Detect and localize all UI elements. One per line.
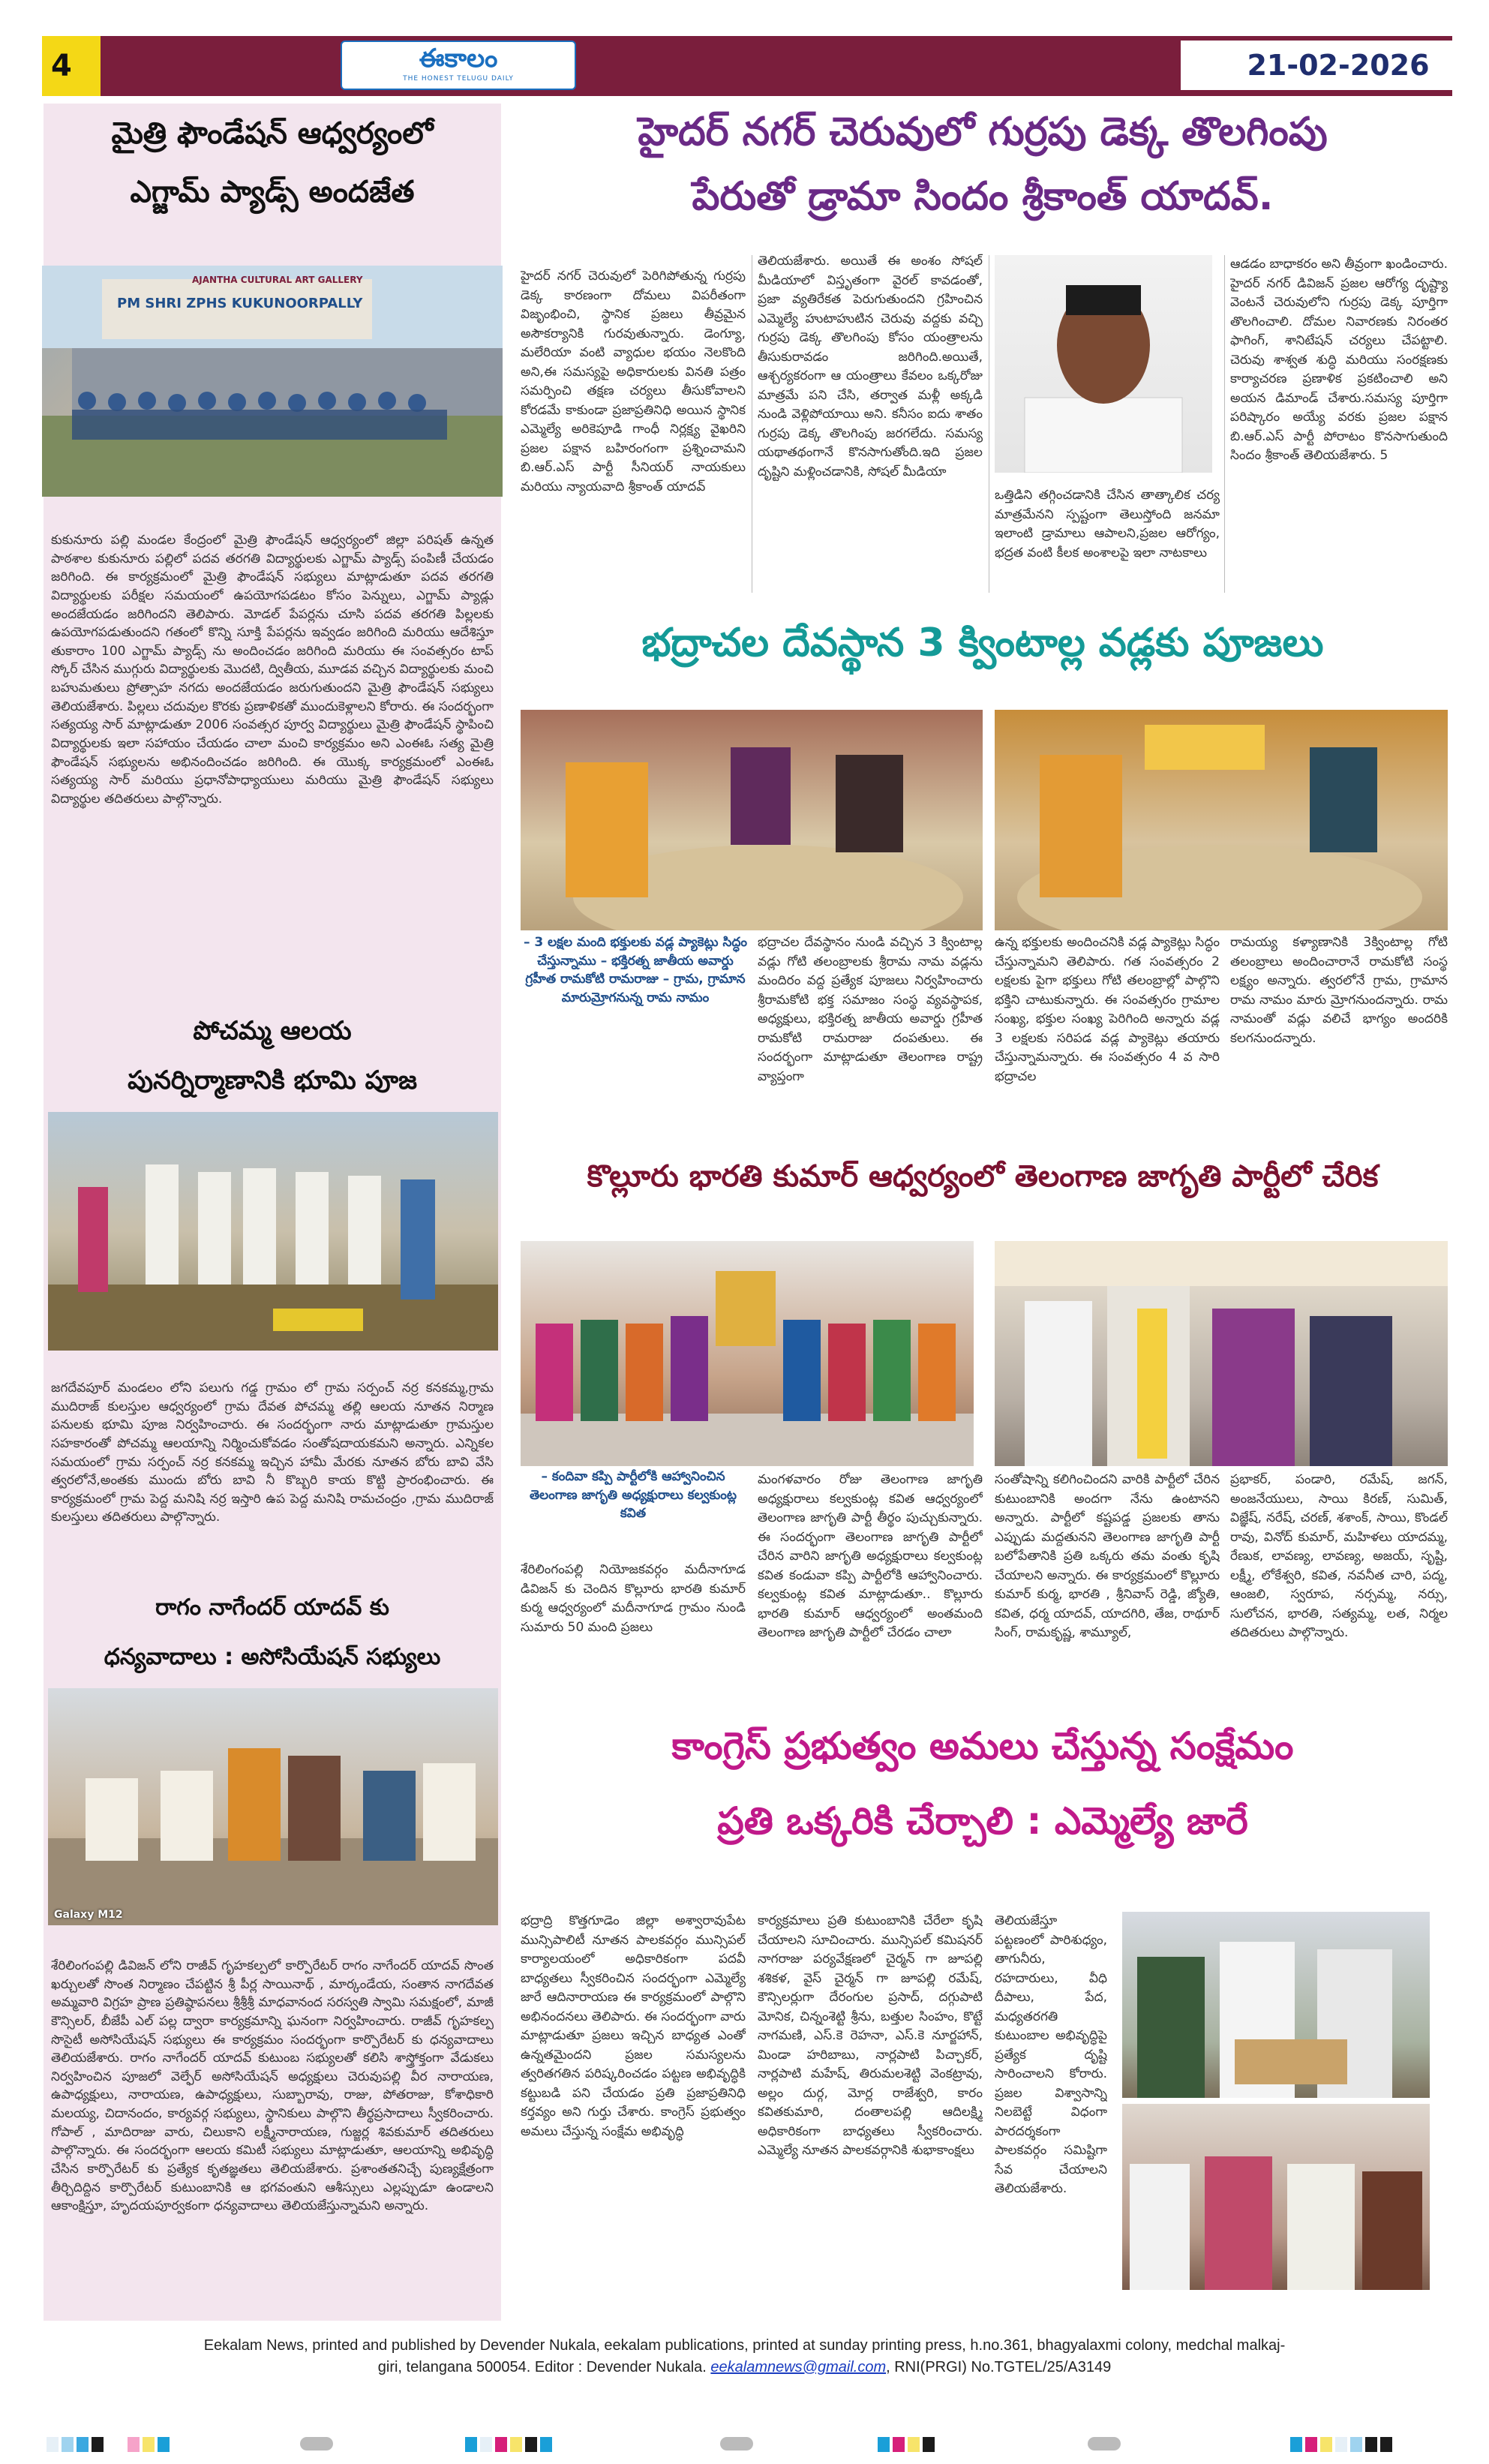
paddy-puja-photo-left (521, 710, 983, 930)
column-divider (1224, 255, 1225, 593)
print-registration-strip-mid1 (128, 2437, 170, 2452)
school-group-photo (42, 266, 503, 497)
story3-caption: – కందివా కప్పి పార్టీలోకి ఆహ్వానించిన తెలంగాణ జాగృతి అధ్యక్షురాలు కల్వకుంట్ల కవిత (529, 1469, 737, 1522)
article3-headline-line1: రాగం నాగేందర్ యాదవ్ కు (155, 1594, 389, 1621)
imprint-footer (53, 2335, 1436, 2378)
puja-photo-illustration (48, 1112, 498, 1351)
masthead (42, 36, 1452, 96)
mla-photo-bottom (1122, 2104, 1430, 2290)
issue-date: 21-02-2026 (1181, 41, 1489, 90)
story2-caption: – 3 లక్షల మంది భక్తులకు వడ్ల ప్యాకెట్లు సిద్ధం చేస్తున్నాము – భక్తిరత్న జాతీయ అవార్డు గ్రహీత రామకోటి రామరాజు – గ్రామ, గ్రామాన మారుమ్రోగనున్న రామ నామం (523, 935, 748, 1005)
story1-col4: ఆడడం బాధాకరం అని తీవ్రంగా ఖండించారు. హైదర్ నగర్ డివిజన్ ప్రజల ఆరోగ్య దృష్ట్యా వెంటనే చెరువులోని గుర్రపు డెక్క పూర్తిగా తొలగించాలి. దోమల నివారణకు నిరంతర ఫాగింగ్, శానిటేషన్ చర్యలు చేపట్టాలి. చెరువు శాశ్వత శుద్ధి మరియు సంరక్షణకు కార్యాచరణ ప్రణాళిక ప్రకటించాలి అని అయన డిమాండ్ చేశారు.సమస్య పూర్తిగా పరిష్కారం అయ్యే వరకు ప్రజల పక్షాన బి.ఆర్.ఎస్ పార్టీ పోరాటం కొనసాగుతుంది సిందం శ్రీకాంత్ తెలియజేశారు. 5 (1230, 257, 1448, 463)
article1-body: కుకునూరు పల్లి మండల కేంద్రంలో మైత్రి ఫౌండేషన్ ఆధ్వర్యంలో జిల్లా పరిషత్ ఉన్నత పాఠశాల కుకునూరు పల్లిలో పదవ తరగతి విద్యార్థులకు ఎగ్జామ్ ప్యాడ్స్ పంపిణీ చేయడం జరిగింది. ఈ కార్యక్రమంలో మైత్రి ఫౌండేషన్ సభ్యులు మాట్లాడుతూ పదవ తరగతి విద్యార్థులకు పరీక్షల సమయంలో ఉపయోగపడటం కోసం పెన్నులు, ఎగ్జామ్ ప్యాడ్లు అందజేయడం జరిగిందని తెలిపారు. మోడల్ పేపర్లను చూసి పదవ తరగతి పిల్లలకు ఉపయోగపడుతుందని గతంలో కొన్ని సూక్తి పేపర్లను ఇవ్వడం జరిగింది మరియు ఆదేశిస్తూ తుకారాం 100 ఎగ్జామ్ ప్యాడ్స్ ను అందించడం జరిగింది మరియు ఈ సంవత్సరం టాప్ స్కోర్ చేసిన ముగ్గురు విద్యార్థులకు మొదటి, ద్వితీయ, మూడవ వచ్చిన విద్యార్థులకు మంచి బహుమతులు ప్రోత్సాహ నగదు అందజేయడం జరుగుతుందని మైత్రి ఫౌండేషన్ సభ్యులు తెలియజేశారు. పిల్లలు చదువుల కొరకు ప్రణాళికతో ముందుకెళ్లాలని కోరారు. ఈ సందర్భంగా సత్యయ్య సార్ మాట్లాడుతూ 2006 సంవత్సర పూర్వ విద్యార్థులు మైత్రి ఫౌండేషన్ స్థాపించి విద్యార్థులకు ఇలా సహాయం చేయడం చాలా మంచి కార్యక్రమం అని ఎంఈఓ సత్య మైత్రి ఫౌండేషన్ సభ్యులను అభినందించడం జరిగింది. ఈ యొక్క కార్యక్రమంలో ఎంఈఓ సత్యయ్య సార్ మరియు ప్రధానోపాధ్యాయులు మరియు మైత్రి ఫౌండేషన్ సభ్యులు విద్యార్థుల తదితరులు పాల్గొన్నారు. (51, 533, 494, 807)
left-column (44, 104, 501, 2321)
event-photo-illustration (48, 1688, 498, 1925)
imprint-line2 (53, 2357, 1436, 2378)
newspaper-logo (341, 41, 576, 90)
article3-body: శేరిలింగంపల్లి డివిజన్ లోని రాజీవ్ గృహకల్పలో కార్పొరేటర్ రాగం నాగేందర్ యాదవ్ సొంత ఖర్చులతో సొంత నిర్మాణం చేపట్టిన శ్రీ పీర్ల సాయినాథ్ , మార్కండేయ, సంతాన నాగదేవత అమ్మవారి విగ్రహ ప్రాణ ప్రతిష్ఠాపనలు శ్రీశ్రీశ్రీ మాధవానంద సరస్వతి స్వామి సమక్షంలో, మాజీ కౌన్సిలర్, బీజేపీ ఎల్ పల్ల ద్వారా కార్యక్రమాన్ని ఘనంగా నిర్వహించారు. రాజీవ్ గృహకల్ప సొసైటీ అసోసియేషన్ సభ్యులు ఈ కార్యక్రమం సందర్భంగా కార్పొరేటర్ కు ధన్యవాదాలు తెలియజేశారు. రాగం నాగేందర్ యాదవ్ కుటుంబ సభ్యులతో కలిసి శాస్త్రోక్తంగా వేడుకలు నిర్వహించిన పూజలో వెల్ఫేర్ అసోసియేషన్ అధ్యక్షులు చెరువుపల్లి వీర నారాయణ, ఉపాధ్యక్షులు, నారాయణ, ఉపాధ్యక్షులు, సుబ్బారావు, రాజు, పోతరాజు, కోశాధికారి మలయ్య, చిదానందం, కార్యవర్గ సభ్యులు, స్థానికులు పాల్గొని తీర్థప్రసాదాలు స్వీకరించారు. గోపాల్ , మాదిరాజు వారు, చిలుకాని లక్ష్మీనారాయణ, గుజ్జర్ల శివకుమార్ తదితరులు పాల్గొన్నారు. ఈ సందర్భంగా ఆలయ కమిటీ సభ్యులు మాట్లాడుతూ, ఆలయాన్ని అభివృద్ధి చేసిన కార్పొరేటర్ కు ప్రత్యేక కృతజ్ఞతలు తెలియజేశారు. ప్రశాంతతనిచ్చే పుణ్యక్షేత్రంగా తీర్చిదిద్దిన కార్పొరేటర్ కుటుంబానికి ఆ భగవంతుని ఆశీస్సులు ఎల్లప్పుడూ ఉండాలని ఆకాంక్షిస్తూ, హృదయపూర్వకంగా ధన్యవాదాలు తెలియజేస్తున్నామని అన్నారు. (51, 1958, 494, 2214)
story4-headline-line2: ప్రతి ఒక్కరికి చేర్చాలి : ఎమ్మెల్యే జారే (717, 1799, 1248, 1843)
paddy-photo-right-illustration (995, 710, 1448, 930)
page-number: 4 (42, 36, 101, 96)
mla-photo-bottom-illustration (1122, 2104, 1430, 2290)
editor-email-link[interactable]: eekalamnews@gmail.com (710, 2359, 887, 2375)
story3-col4: ప్రభాకర్, పండారి, రమేష్, జగన్, అంజనేయులు, సాయి కిరణ్, సుమిత్, విజ్ఞేష్, నరేష్, చరణ్, శశాంక్, సాయి, కొండల్ రావు, వినోద్ కుమార్, మహిళలు యాదమ్మ, రేణుక, లావణ్య, లావణ్య, అజయ్, సృష్టి, లక్ష్మీ, లోకేశ్వరి, కవిత, నవనీత చారి, పద్మ, ఆంజలి, స్వరూప, నర్సమ్మ, నర్సు, సులోచన, భారతి, సత్యమ్మ, లత, నిర్మల తదితరులు పాల్గొన్నారు. (1230, 1472, 1448, 1640)
story2-col2: భద్రాచల దేవస్థానం నుండి వచ్చిన 3 క్వింటాల్ల వడ్లు గోటి తలంబ్రాలకు శ్రీరామ నామ వడ్లను మందిరం వద్ద ప్రత్యేక పూజలు నిర్వహించారు శ్రీరామకోటి భక్త సమాజం సంస్థ వ్యవస్థాపక, అధ్యక్షులు, భక్తిరత్న జాతీయ అవార్డు గ్రహీత రామకోటి రామరాజు దంపతులు. ఈ సందర్భంగా మాట్లాడుతూ తెలంగాణ రాష్ట్ర వ్యాప్తంగా (758, 935, 983, 1084)
article1-headline-line2: ఎగ్జామ్ ప్యాడ్స్ అందజేత (130, 175, 415, 209)
masthead-band (101, 36, 1452, 96)
article1-headline-line1: మైత్రి ఫౌండేషన్ ఆధ్వర్యంలో (111, 116, 434, 151)
story2-col4: రామయ్య కళ్యాణానికి 3క్వింటాల్ల గోటి తలంబ్రాలు అందించారానే రామకోటి సంస్థ లక్ష్యం అన్నారు. త్వరలోనే గ్రామ, గ్రామాన రామ నామం మారు మ్రోగనుందన్నారు. రామ నామంతో వడ్లు వలిచే భాగ్యం అందరికి కలగనుందన్నారు. (1230, 935, 1448, 1046)
story2-headline: భద్రాచల దేవస్థాన 3 క్వింటాల్ల వడ్లకు పూజలు (641, 621, 1324, 666)
story1-headline-line1: హైదర్ నగర్ చెరువులో గుర్రపు డెక్క తొలగింపు (638, 110, 1328, 155)
srikanth-portrait (995, 255, 1212, 473)
print-registration-strip-left (47, 2437, 104, 2452)
article2-body: జగదేవపూర్ మండలం లోని పలుగు గడ్డ గ్రామం లో గ్రామ సర్పంచ్ నర్ర కనకమ్మ,గ్రామ ముదిరాజ్ కులస్తుల ఆధ్వర్యంలో గ్రామ దేవత పోచమ్మ తల్లి ఆలయ నూతన నిర్మాణ పనులకు భూమి పూజ నిర్వహించారు. ఈ సందర్భంగా నారు మాట్లాడుతూ గ్రామస్తుల సహకారంతో పోచమ్మ ఆలయాన్ని నిర్మించుకోవడం సంతోషదాయకమని అన్నారు. ఎన్నికల సమయంలో గ్రామ సర్పంచ్ నర్ర కనకమ్మ ఇచ్చిన హామీ మేరకు నూతన బోరు బావి వేసి త్వరలోనే,అంతకు ముందు బోరు బావి నీ కొబ్బరి కాయ కొట్టి ప్రారంభించారు. ఈ కార్యక్రమంలో గ్రామ పెద్ద మనిషి నర్ర ఇస్తారి ఉప పెద్ద మనిషి రామచంద్రం ,గ్రామ ముదిరాజ్ కులస్తులు తదితరులు పాల్గొన్నారు. (51, 1381, 494, 1525)
story4-col1: భద్రాద్రి కొత్తగూడెం జిల్లా అశ్వారావుపేట మున్సిపాలిటీ నూతన పాలకవర్గం మున్సిపల్ కార్యాలయంలో అధికారికంగా పదవీ బాధ్యతలు స్వీకరించిన సందర్భంగా ఎమ్మెల్యే జారే ఆదినారాయణ ఈ కార్యక్రమంలో పాల్గొని అభినందనలు తెలిపారు. ఈ సందర్భంగా వారు మాట్లాడుతూ ప్రజలు ఇచ్చిన బాధ్యత ఎంతో ఉన్నతమైందని ప్రజల సమస్యలను త్వరితగతిన పరిష్కరించడం పట్టణ అభివృద్ధికి కట్టుబడి పని చేయడం ప్రతి ప్రజాప్రతినిధి కర్తవ్యం అని గుర్తు చేశారు. కాంగ్రెస్ ప్రభుత్వం అమలు చేస్తున్న సంక్షేమ అభివృద్ధి (521, 1913, 746, 2139)
paddy-photo-left-illustration (521, 710, 983, 930)
story1-headline-line2: పేరుతో డ్రామా సిందం శ్రీకాంత్ యాదవ్. (692, 174, 1274, 219)
story3-col3: సంతోషాన్ని కలిగించిందని వారికి పార్టీలో చేరిన కుటుంబానికి అందగా నేను ఉంటానని అన్నారు. పార్టీలో కష్టపడ్డ ప్రజలకు తాను ఎప్పుడు మద్దతునని తెలంగాణ జాగృతి పార్టీ బలోపేతానికి ప్రతి ఒక్కరు తమ వంతు కృషి చేయాలని అన్నారు. ఈ కార్యక్రమంలో కొల్లూరు కుమార్ కుర్మ, భారతి , శ్రీనివాస్ రెడ్డి, జ్యోతి, కవిత, ధర్మ యాదవ్, యాదగిరి, తేజ, రాథూర్ సింగ్, రామకృష్ణ, శామ్యూల్, (995, 1472, 1220, 1640)
jagruthi-joining-photo-right (995, 1241, 1448, 1466)
imprint-line2-text: giri, telangana 500054. Editor : Devender Nukala. (377, 2359, 707, 2375)
story3-col2: మంగళవారం రోజు తెలంగాణ జాగృతి అధ్యక్షురాలు కల్వకుంట్ల కవిత ఆధ్వర్యంలో తెలంగాణ జాగృతి పార్టీ తీర్థం పుచ్చుకున్నారు. ఈ సందర్భంగా తెలంగాణ జాగృతి పార్టీలో చేరిన వారిని జాగృతి అధ్యక్షురాలు కల్వకుంట్ల కవిత కండువా కప్పి పార్టీలోకి ఆహ్వానించారు. కల్వకుంట్ల కవిత మాట్లాడుతూ.. కొల్లూరు భారతి కుమార్ ఆధ్వర్యంలో అంతమంది తెలంగాణ జాగృతి పార్టీలో చేరడం చాలా (758, 1472, 983, 1640)
mla-photo-top-illustration (1122, 1912, 1430, 2098)
registration-pill (1088, 2437, 1121, 2452)
print-registration-strip-mid3 (878, 2437, 935, 2452)
registration-pill (720, 2437, 753, 2452)
story3-headline: కొల్లూరు భారతి కుమార్ ఆధ్వర్యంలో తెలంగాణ జాగృతి పార్టీలో చేరిక (587, 1159, 1379, 1194)
story1-col1: హైదర్ నగర్ చెరువులో పెరిగిపోతున్న గుర్రపు డెక్క కారణంగా దోమలు విపరీతంగా విజృంభించి, స్థానిక ప్రజలు తీవ్రమైన అసౌకర్యానికి గురవుతున్నారు. డెంగ్యూ, మలేరియా వంటి వ్యాధుల భయం నెలకొంది అని,ఈ సమస్యపై అధికారులకు వినతి పత్రం సమర్పించి తక్షణ చర్యలు తీసుకోవాలని కోరడమే కాకుండా ప్రజాప్రతినిధి అయిన స్థానిక ఎమ్మెల్యే అరికెపూడి గాంధీ నిర్లక్ష్య వైఖరిని ప్రజల పక్షాన బహిరంగంగా ప్రశ్నించామని బి.ఆర్.ఎస్ పార్టీ సీనియర్ నాయకులు మరియు న్యాయవాది శ్రీకాంత్ యాదవ్ (521, 269, 746, 494)
print-registration-strip-mid2 (465, 2437, 552, 2452)
article2-headline-line2: పునర్నిర్మాణానికి భూమి పూజ (128, 1065, 417, 1095)
rni-number: , RNI(PRGI) No.TGTEL/25/A3149 (886, 2359, 1112, 2375)
story4-headline-line1: కాంగ్రెస్ ప్రభుత్వం అమలు చేస్తున్న సంక్షేమం (671, 1724, 1294, 1768)
print-registration-strip-right (1290, 2437, 1392, 2452)
story1-col3: ఒత్తిడిని తగ్గించడానికి చేసిన తాత్కాలిక చర్య మాత్రమేనని స్పష్టంగా తెలుస్తోంది జనమా ఇలాంటి డ్రామాలు ఆపాలని,ప్రజల ఆరోగ్యం, భద్రత వంటి కీలక అంశాలపై ఇలా నాటకాలు (995, 488, 1220, 560)
story4-col2: కార్యక్రమాలు ప్రతి కుటుంబానికి చేరేలా కృషి చేయాలని సూచించారు. మున్సిపల్ కమిషనర్ నాగరాజు పర్యవేక్షణలో చైర్మన్ గా జూపల్లి శశికళ, వైస్ చైర్మన్ గా జూపల్లి రమేష్, కౌన్సిలర్లుగా దేరంగుల ప్రసాద్, దగ్గుపాటి మోనిక, చిన్నంశెట్టి శ్రీను, బత్తుల సింహం, కొట్టే నాగమణి, ఎస్.కె రెహనా, ఎస్.కె నూర్జహాన్, మిండా హరిబాబు, నార్లపాటి పిచ్చాకర్, నార్లపాటి మహేష్, తిరుమలశెట్టి వెంకట్రావు, అల్లం దుర్గ, మోర్ల రాజేశ్వరి, కారం కవితకుమారి, దంతాలపల్లి ఆదిలక్ష్మి అధికారికంగా బాధ్యతలు స్వీకరించారు. ఎమ్మెల్యే నూతన పాలకవర్గానికి శుభాకాంక్షలు (758, 1913, 983, 2158)
camera-watermark: Galaxy M12 (54, 1909, 123, 1921)
logo-text: ఈకాలం (419, 44, 498, 74)
joining-photo-left-illustration (521, 1241, 974, 1466)
registration-pill (300, 2437, 333, 2452)
jagruthi-joining-photo-left (521, 1241, 974, 1466)
story3-col1: శేరిలింగంపల్లి నియోజకవర్గం మదీనాగూడ డివిజన్ కు చెందిన కొల్లూరు భారతి కుమార్ కుర్మ ఆధ్వర్యంలో మదీనాగూడ గ్రామం నుండి సుమారు 50 మంది ప్రజలు (521, 1562, 746, 1635)
mla-photo-top (1122, 1912, 1430, 2098)
portrait-illustration (995, 255, 1212, 473)
school-sign: PM SHRI ZPHS KUKUNOORPALLY (117, 296, 363, 311)
paddy-puja-photo-right (995, 710, 1448, 930)
temple-bhoomi-puja-photo (48, 1112, 498, 1351)
gallery-sign: AJANTHA CULTURAL ART GALLERY (192, 275, 363, 285)
imprint-line1: Eekalam News, printed and published by Devender Nukala, eekalam publications, printed at sunday printing press, h.no.361, bhagyalaxmi colony, medchal malkaj- (203, 2337, 1286, 2354)
logo-tagline: THE HONEST TELUGU DAILY (403, 75, 514, 83)
article3-headline-line2: ధన్యవాదాలు : అసోసియేషన్ సభ్యులు (104, 1644, 441, 1670)
story4-col3: తెలియజేస్తూ పట్టణంలో పారిశుధ్యం, తాగునీరు, రహదారులు, వీధి దీపాలు, పేద, మధ్యతరగతి కుటుంబాల అభివృద్ధిపై ప్రత్యేక దృష్టి సారించాలని కోరారు. ప్రజల విశ్వాసాన్ని నిలబెట్టే విధంగా పారదర్శకంగా పాలకవర్గం సమిష్టిగా సేవ చేయాలని తెలియజేశారు. (995, 1913, 1107, 2196)
article2-headline-line1: పోచమ్మ ఆలయ (193, 1016, 352, 1046)
story2-col3: ఉన్న భక్తులకు అందించనికి వడ్ల ప్యాకెట్లు సిద్ధం చేస్తున్నామని తెలిపారు. గత సంవత్సరం 2 లక్షలకు పైగా భక్తులు గోటి తలంబ్రాల్లో పాల్గొని భక్తిని చాటుకున్నారు. ఈ సంవత్సరం గ్రామాల సంఖ్య, భక్తుల సంఖ్య పెరిగింది అన్నారు వడ్ల 3 లక్షలకు సరిపడ వడ్ల ప్యాకెట్లు తయారు చేస్తున్నామన్నారు. ఈ సంవత్సరం 4 వ సారి భద్రాచల (995, 935, 1220, 1084)
temple-event-photo (48, 1688, 498, 1925)
joining-photo-right-illustration (995, 1241, 1448, 1466)
story1-col2: తెలియజేశారు. అయితే ఈ అంశం సోషల్ మీడియాలో విస్తృతంగా వైరల్ కావడంతో, ప్రజా వ్యతిరేకత పెరుగుతుందని గ్రహించిన ఎమ్మెల్యే హుటాహుటిన చెరువు వద్దకు వచ్చి గుర్రపు డెక్క తొలగింపు కోసం యంత్రాలను తీసుకురావడం జరిగింది.అయితే, ఆశ్చర్యకరంగా ఆ యంత్రాలు కేవలం ఒక్కరోజు మాత్రమే పని చేసి, తర్వాత మళ్లీ అక్కడి నుండి వెళ్లిపోయాయి అని. కనీసం ఐదు శాతం గుర్రపు డెక్క తొలగింపు జరగలేదు. సమస్య యథాతథంగానే కొనసాగుతోంది.ఇది ప్రజల దృష్టిని మళ్లించడానికి, సోషల్ మీడియా (758, 254, 983, 479)
